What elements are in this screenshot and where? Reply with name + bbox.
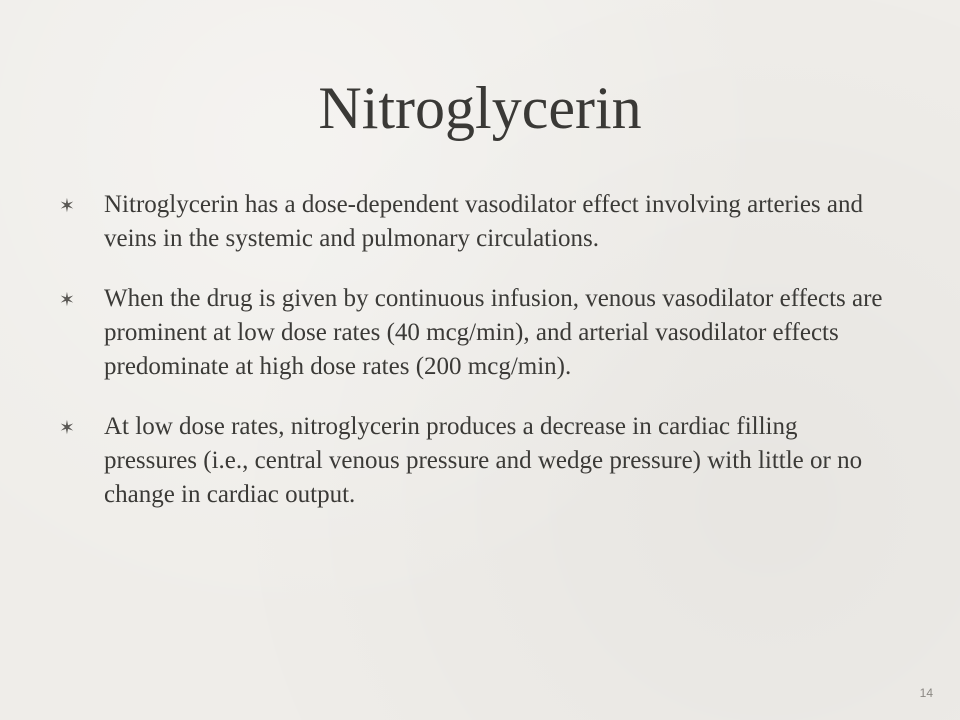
page-number: 14	[919, 686, 933, 700]
bullet-item	[56, 282, 896, 384]
bullet-item	[56, 188, 896, 256]
bullet-text: At low dose rates, nitroglycerin produces a decrease in cardiac filling pressures (i.e., central venous pressure and wedge pressure) with little or no change in cardiac output.	[104, 413, 863, 508]
star-bullet-icon: ✶	[59, 195, 75, 217]
star-bullet-icon: ✶	[59, 289, 75, 311]
bullet-item	[56, 410, 896, 512]
bullet-text: Nitroglycerin has a dose-dependent vasodilator effect involving arteries and veins in the systemic and pulmonary circulations.	[104, 191, 863, 252]
star-bullet-icon: ✶	[59, 417, 75, 439]
bullet-list	[56, 188, 896, 538]
slide-title: Nitroglycerin	[318, 75, 642, 141]
bullet-text: When the drug is given by continuous infusion, venous vasodilator effects are prominent at low dose rates (40 mcg/min), and arterial vasodilator effects predominate at high dose rates (200 mcg/min).	[104, 285, 883, 380]
